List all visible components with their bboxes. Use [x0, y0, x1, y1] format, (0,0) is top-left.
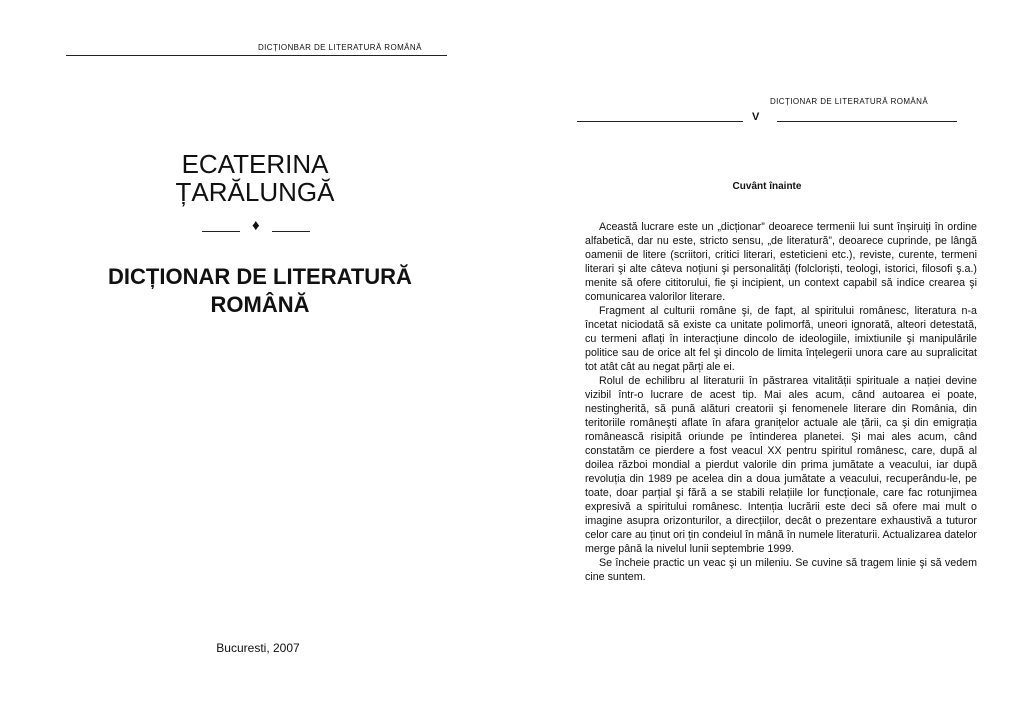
- ornament-line-right: [272, 231, 310, 232]
- header-rule-left: [577, 121, 743, 122]
- paragraph: Fragment al culturii române şi, de fapt, al spiritului românesc, literatura n-a încetat niciodată să existe ca unitate polimorfă, uneori ignorată, alteori detestată, cu termeni aflați în interacțiune dincolo de ideologiile, imixtiunile şi manipulările politice sau de orice alt fel şi dincolo de limita înțelegerii unora care au supralicitat tot atât cât au negat părți ale ei.: [585, 305, 977, 373]
- imprint: Bucuresti, 2007: [216, 641, 300, 655]
- header-rule: [66, 55, 447, 56]
- section-heading: Cuvânt înainte: [732, 181, 802, 192]
- running-header: DICȚIONAR DE LITERATURĂ ROMÂNĂ: [770, 97, 929, 106]
- running-header: DICȚIONBAR DE LITERATURĂ ROMÂNĂ: [258, 43, 422, 52]
- book-title-line2: ROMÂNĂ: [210, 292, 310, 317]
- paragraph: Rolul de echilibru al literaturii în păstrarea vitalității spirituale a nației devine vizibil într-o lucrare de acest tip. Mai ales acum, când autoarea ei poate, nestingherită, să pună alături creatorii şi fenomenele literare din România, din teritoriile româneşti aflate în afara granițelor actuale ale țării, ca şi din emigrația românească risipită oriunde pe întinderea planetei. Şi mai ales acum, când constatăm ce pierdere a fost veacul XX pentru spiritul românesc, care, după al doilea război mondial a pierdut valorile din prima jumătate a veacului, iar după revoluția din 1989 pe acelea din a doua jumătate a veacului, recuperându-le, pe toate, doar parțial şi fără a se stabili relațiile lor funcționale, care fac rotunjimea expresivă a spiritului românesc. Intenția lucrării este deci să ofere mai mult o imagine asupra orizonturilor, a direcțiilor, decât o prezentare exhaustivă a tuturor celor care au ținut ori țin condeiul în mână în numele literaturii. Actualizarea datelor merge până la nivelul lunii septembrie 1999.: [585, 375, 977, 555]
- paragraph: Această lucrare este un „dicționar” deoarece termenii lui sunt înșiruiți în ordine alfabetică, dar nu este, stricto sensu, „de literatură”, deoarece cuprinde, pe lângă oamenii de litere (scriitori, critici literari, esteticieni etc.), reviste, curente, termeni literari şi alte câteva noțiuni şi personalități (folcloriști, teologi, istorici, filosofi ş.a.) menite să ofere cititorului, fie şi incipient, un context capabil să indice crearea şi comunicarea valorilor literare.: [585, 221, 977, 303]
- author-last-name: ȚARĂLUNGĂ: [175, 177, 335, 207]
- diamond-icon: ♦: [252, 217, 260, 234]
- paragraph: Se încheie practic un veac şi un mileniu. Se cuvine să tragem linie şi să vedem cine suntem.: [585, 557, 977, 583]
- body-text: [585, 220, 977, 584]
- author-first-name: ECATERINA: [181, 149, 329, 179]
- page-number: V: [752, 111, 760, 123]
- right-page: [515, 0, 1030, 728]
- ornament-divider: [190, 218, 330, 238]
- header-rule-right: [777, 121, 957, 122]
- book-title-line1: DICȚIONAR DE LITERATURĂ: [108, 264, 412, 289]
- ornament-line-left: [202, 231, 240, 232]
